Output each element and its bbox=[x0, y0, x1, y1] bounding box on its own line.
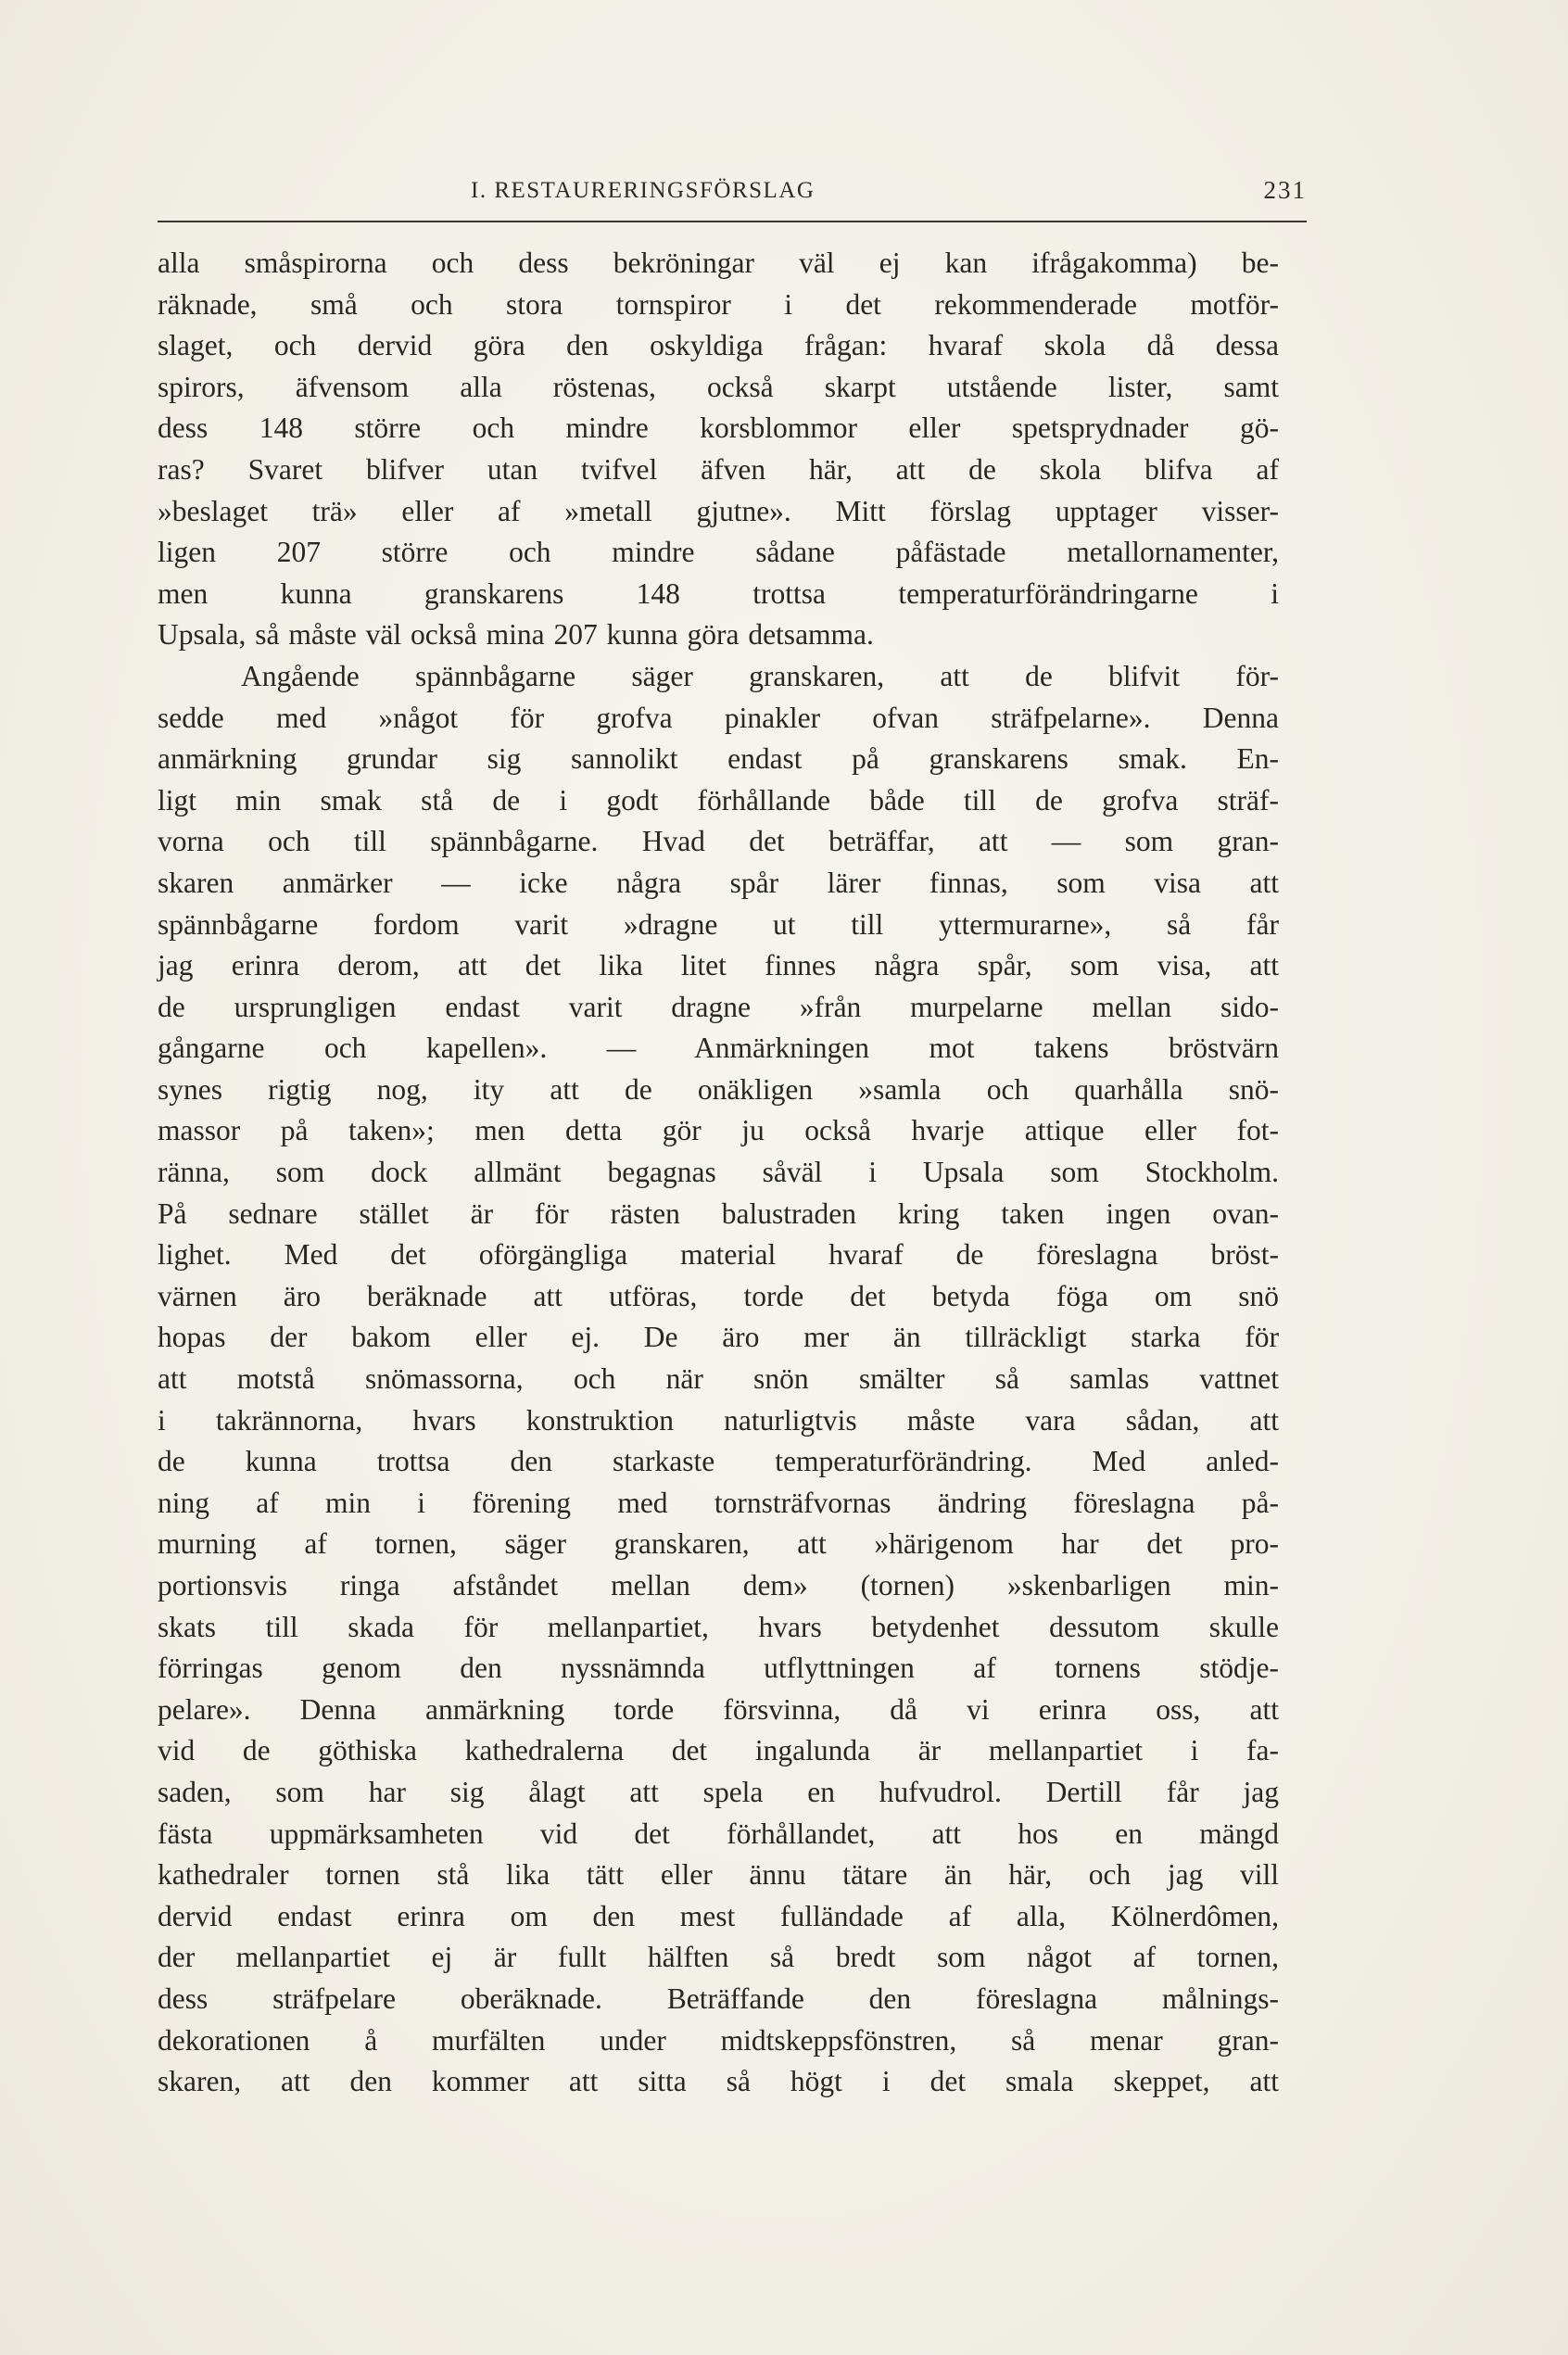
text-line: dess 148 större och mindre korsblommor eller spetsprydnader gö- bbox=[158, 411, 1279, 445]
text-line: ras? Svaret blifver utan tvifvel äfven här, att de skola blifva af bbox=[158, 452, 1279, 486]
text-line: Upsala, så måste väl också mina 207 kunna göra detsamma. bbox=[158, 618, 874, 652]
text-line: dekorationen å murfälten under midtskeppsfönstren, så menar gran- bbox=[158, 2023, 1279, 2057]
text-line: lighet. Med det oförgängliga material hvaraf de föreslagna bröst- bbox=[158, 1238, 1279, 1272]
text-line: saden, som har sig ålagt att spela en hufvudrol. Dertill får jag bbox=[158, 1775, 1279, 1808]
text-line: skaren, att den kommer att sitta så högt i det smala skeppet, att bbox=[158, 2065, 1279, 2098]
text-line: värnen äro beräknade att utföras, torde det betyda föga om snö bbox=[158, 1279, 1279, 1312]
text-line: ning af min i förening med tornsträfvornas ändring föreslagna på- bbox=[158, 1486, 1279, 1519]
body-text bbox=[158, 243, 1279, 2103]
text-line: spännbågarne fordom varit »dragne ut till yttermurarne», så får bbox=[158, 907, 1279, 941]
text-line: anmärkning grundar sig sannolikt endast på granskarens smak. En- bbox=[158, 742, 1279, 776]
text-line: ligen 207 större och mindre sådane påfästade metallornamenter, bbox=[158, 536, 1279, 569]
text-line: spirors, äfvensom alla röstenas, också skarpt utstående lister, samt bbox=[158, 370, 1279, 403]
text-line: men kunna granskarens 148 trottsa temperaturförändringarne i bbox=[158, 576, 1279, 610]
text-line: vid de göthiska kathedralerna det ingalunda är mellanpartiet i fa- bbox=[158, 1734, 1279, 1767]
text-line: vorna och till spännbågarne. Hvad det beträffar, att — som gran- bbox=[158, 825, 1279, 858]
text-line: alla småspirorna och dess bekröningar väl ej kan ifrågakomma) be- bbox=[158, 247, 1279, 279]
text-line: hopas der bakom eller ej. De äro mer än tillräckligt starka för bbox=[158, 1321, 1279, 1354]
page-number: 231 bbox=[1263, 176, 1307, 204]
paragraph-start-line: Angående spännbågarne säger granskaren, att de blifvit för- bbox=[241, 659, 1279, 692]
text-line: pelare». Denna anmärkning torde försvinna, då vi erinra oss, att bbox=[158, 1692, 1279, 1726]
text-line: synes rigtig nog, ity att de onäkligen »samla och quarhålla snö- bbox=[158, 1072, 1279, 1106]
text-line: att motstå snömassorna, och när snön smälter så samlas vattnet bbox=[158, 1362, 1279, 1396]
text-line: de kunna trottsa den starkaste temperaturförändring. Med anled- bbox=[158, 1445, 1279, 1478]
chapter-title: I. RESTAURERINGSFÖRSLAG bbox=[471, 178, 816, 203]
text-line: »beslaget trä» eller af »metall gjutne». Mitt förslag upptager visser- bbox=[158, 494, 1279, 527]
text-line: skats till skada för mellanpartiet, hvars betydenhet dessutom skulle bbox=[158, 1610, 1279, 1643]
text-line: ligt min smak stå de i godt förhållande både till de grofva sträf- bbox=[158, 783, 1279, 817]
text-line: jag erinra derom, att det lika litet finnes några spår, som visa, att bbox=[158, 949, 1279, 982]
text-line: de ursprungligen endast varit dragne »från murpelarne mellan sido- bbox=[158, 990, 1279, 1023]
text-line: ränna, som dock allmänt begagnas såväl i Upsala som Stockholm. bbox=[158, 1156, 1279, 1189]
text-line: der mellanpartiet ej är fullt hälften så bredt som något af tornen, bbox=[158, 1941, 1279, 1974]
text-line: slaget, och dervid göra den oskyldiga frågan: hvaraf skola då dessa bbox=[158, 329, 1279, 362]
text-line: i takrännorna, hvars konstruktion naturligtvis måste vara sådan, att bbox=[158, 1403, 1279, 1437]
text-line: sedde med »något för grofva pinakler ofvan sträfpelarne». Denna bbox=[158, 701, 1279, 734]
running-header bbox=[158, 174, 1307, 222]
text-line: dess sträfpelare oberäknade. Beträffande den föreslagna målnings- bbox=[158, 1981, 1279, 2015]
text-line: portionsvis ringa afståndet mellan dem» (tornen) »skenbarligen min- bbox=[158, 1569, 1279, 1602]
text-line: gångarne och kapellen». — Anmärkningen mot takens bröstvärn bbox=[158, 1032, 1279, 1065]
text-line: fästa uppmärksamheten vid det förhållandet, att hos en mängd bbox=[158, 1817, 1279, 1850]
text-line: skaren anmärker — icke några spår lärer finnas, som visa att bbox=[158, 866, 1279, 899]
text-line: dervid endast erinra om den mest fulländade af alla, Kölnerdômen, bbox=[158, 1899, 1279, 1932]
text-line: massor på taken»; men detta gör ju också hvarje attique eller fot- bbox=[158, 1114, 1279, 1147]
text-line: räknade, små och stora tornspiror i det rekommenderade motför- bbox=[158, 287, 1279, 321]
text-line: murning af tornen, säger granskaren, att »härigenom har det pro- bbox=[158, 1527, 1279, 1561]
text-line: På sednare stället är för rästen balustraden kring taken ingen ovan- bbox=[158, 1196, 1279, 1230]
text-line: förringas genom den nyssnämnda utflyttningen af tornens stödje- bbox=[158, 1652, 1279, 1685]
text-line: kathedraler tornen stå lika tätt eller ännu tätare än här, och jag vill bbox=[158, 1858, 1279, 1892]
